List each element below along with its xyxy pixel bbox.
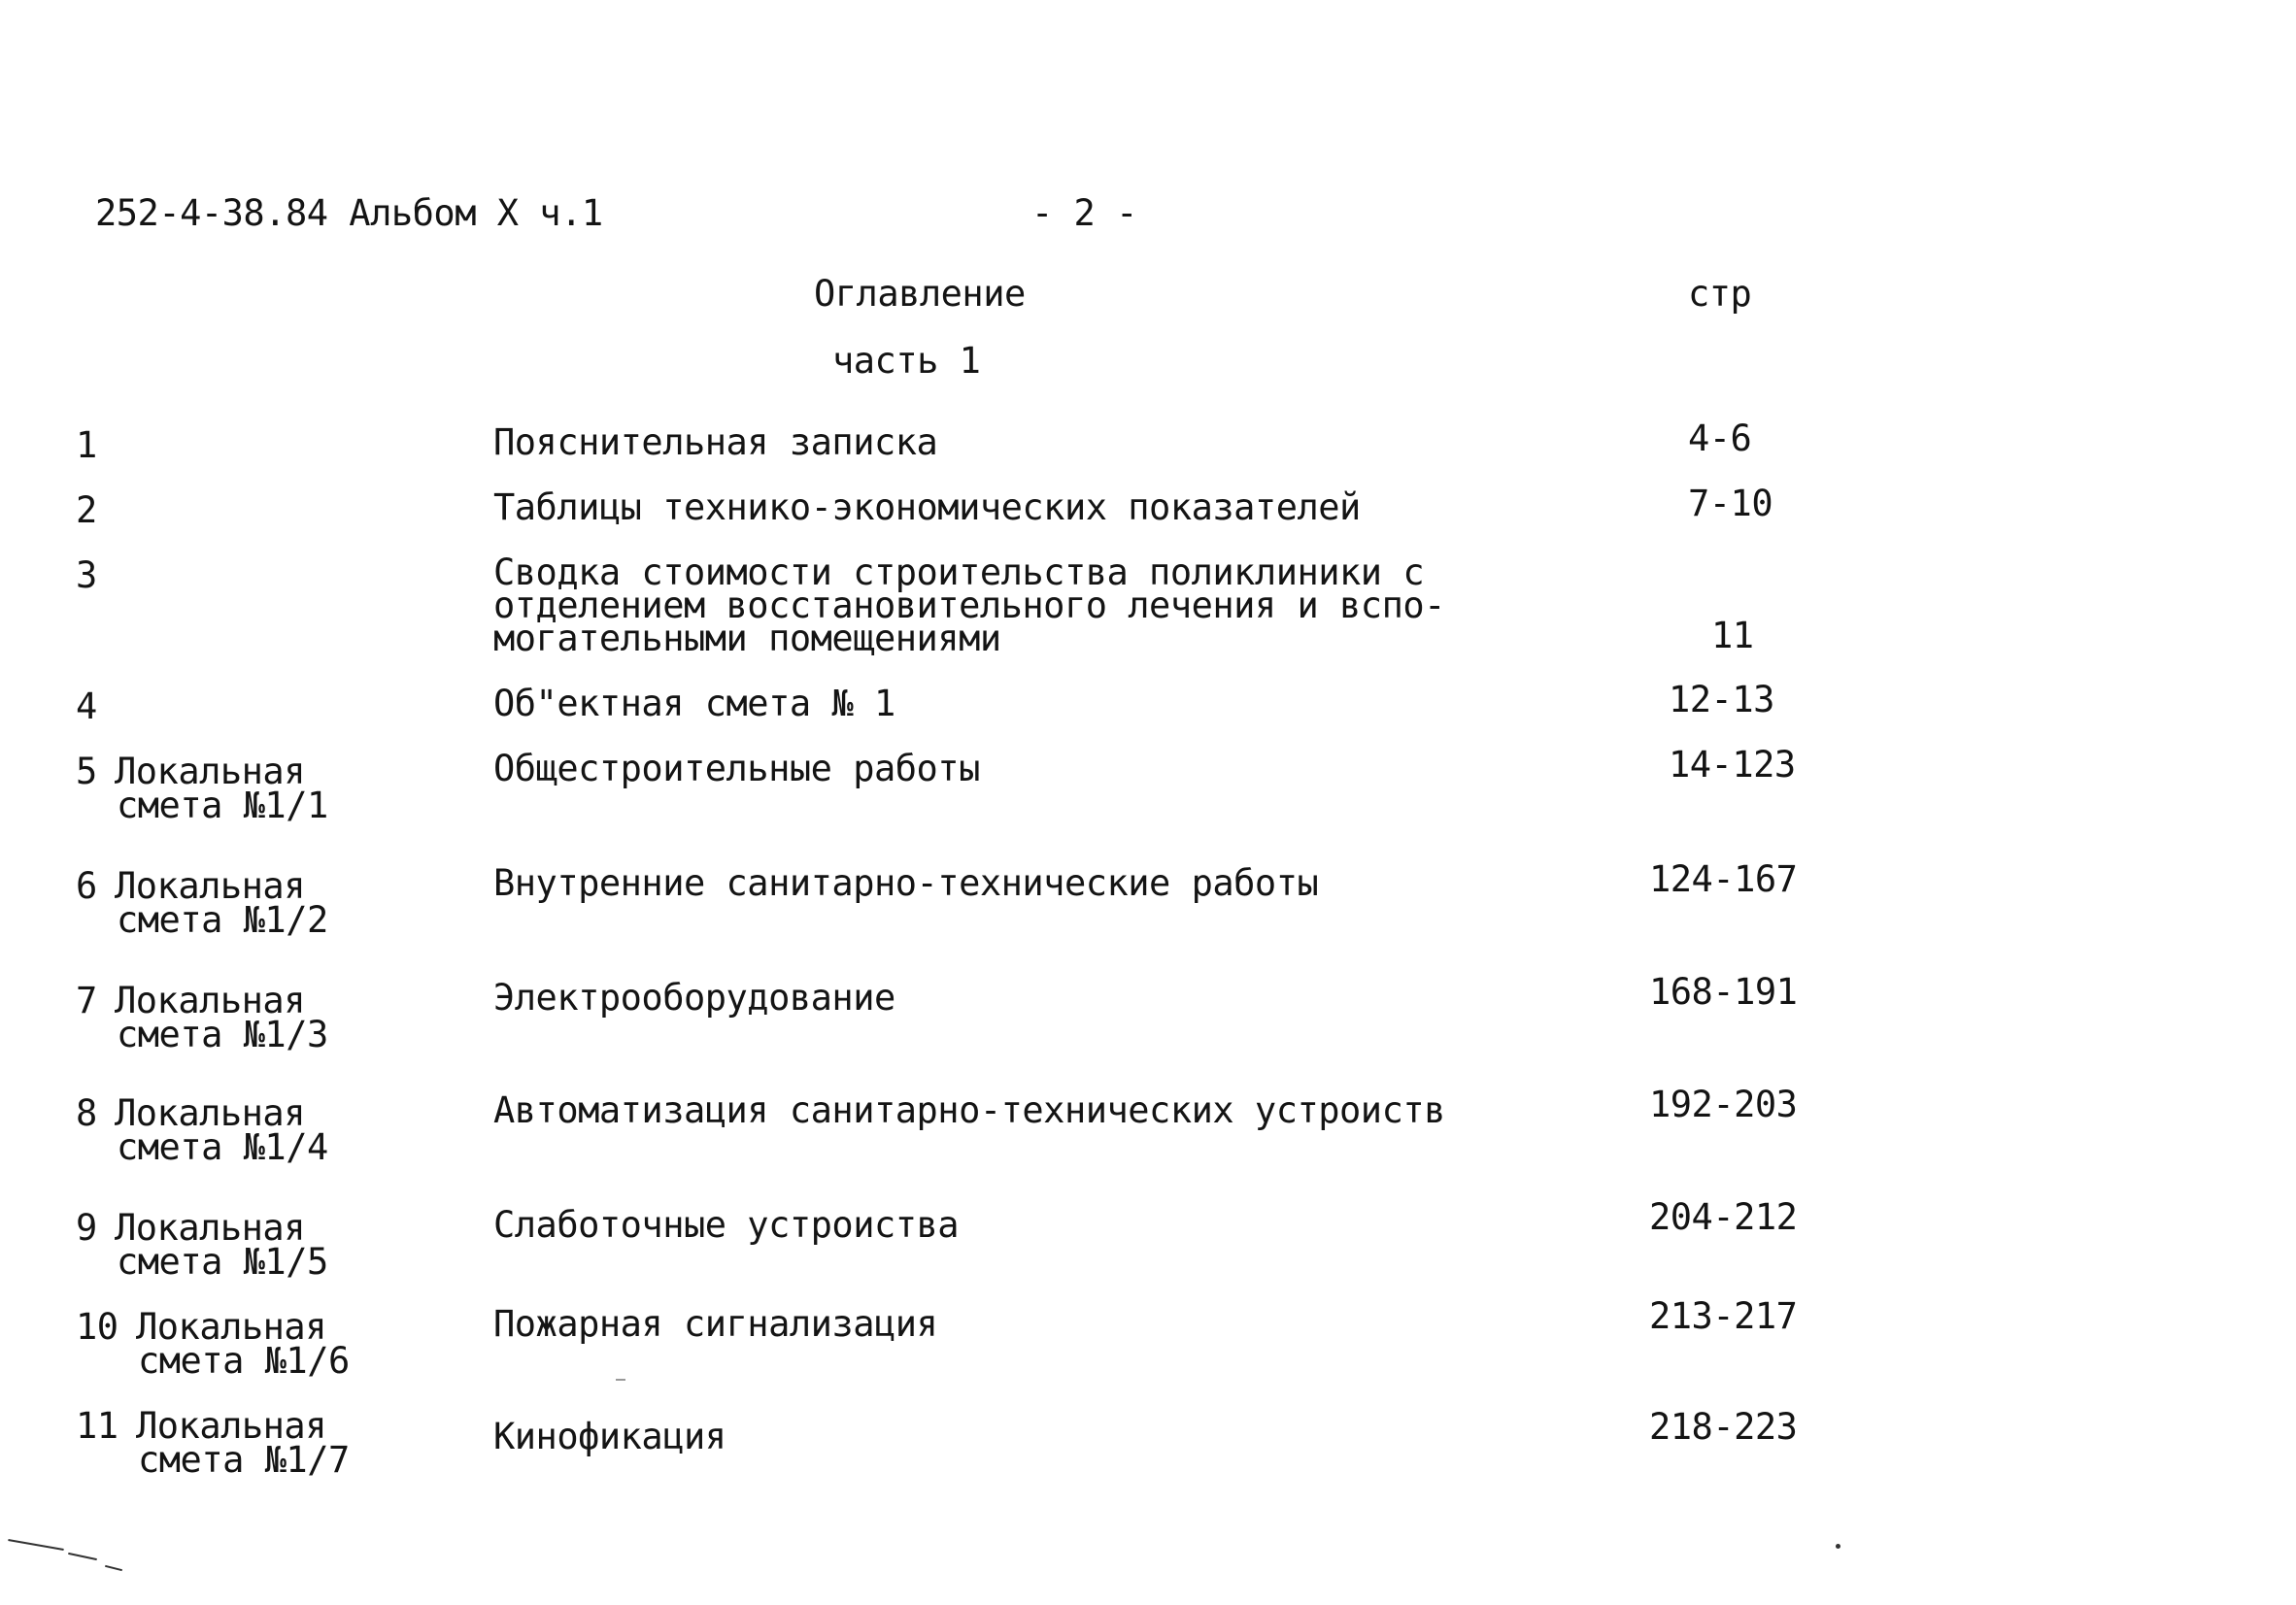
entry-kind: Локальная — [115, 1092, 305, 1134]
entry-kind: Локальная — [115, 1207, 305, 1249]
entry-number: 10 — [76, 1306, 118, 1348]
entry-kind: Локальная — [115, 751, 305, 792]
entry-pages: 204-212 — [1649, 1196, 1798, 1238]
entry-pages: 4-6 — [1688, 418, 1752, 459]
entry-title: Электрооборудование — [493, 977, 895, 1019]
entry-title: Пояснительная записка — [493, 421, 938, 463]
entry-kind-line-2: смета №1/7 — [138, 1439, 350, 1481]
entry-kind: Локальная — [136, 1306, 326, 1348]
entry-pages: 168-191 — [1649, 971, 1798, 1013]
entry-pages: 218-223 — [1649, 1406, 1798, 1448]
scan-artifact-dot — [616, 1379, 625, 1381]
entry-pages: 192-203 — [1649, 1084, 1798, 1125]
entry-title: Кинофикация — [493, 1416, 726, 1457]
entry-number: 9 — [76, 1207, 97, 1249]
entry-title: Пожарная сигнализация — [493, 1303, 938, 1345]
document-code: 252-4-38.84 Альбом X ч.1 — [95, 192, 603, 234]
entry-title-line-3: могательными помещениями — [493, 618, 1001, 659]
part-label: часть 1 — [832, 340, 981, 382]
entry-title-line-2: отделением восстановительного лечения и вспо- — [493, 585, 1445, 626]
entry-title-line-1: Сводка стоимости строительства поликлиники с — [493, 552, 1425, 593]
entry-title: Слаботочные устроиства — [493, 1204, 960, 1246]
entry-number: 3 — [76, 554, 97, 596]
entry-number: 2 — [76, 489, 97, 531]
toc-title: Оглавление — [814, 273, 1026, 315]
entry-kind-line-2: смета №1/3 — [117, 1014, 328, 1055]
page-number: - 2 - — [1031, 192, 1137, 234]
scan-artifact-stroke — [8, 1539, 63, 1551]
page-column-label: стр — [1688, 273, 1752, 315]
entry-kind-line-2: смета №1/1 — [117, 785, 328, 826]
scan-artifact-stroke — [105, 1565, 122, 1571]
entry-kind: Локальная — [136, 1405, 326, 1447]
entry-number: 4 — [76, 685, 97, 727]
entry-pages: 12-13 — [1669, 679, 1774, 720]
entry-kind-line-2: смета №1/6 — [138, 1340, 350, 1382]
entry-kind-line-2: смета №1/4 — [117, 1126, 328, 1168]
entry-number: 6 — [76, 865, 97, 907]
entry-pages: 14-123 — [1669, 744, 1796, 786]
scan-artifact-stroke — [68, 1553, 97, 1560]
entry-pages: 7-10 — [1688, 483, 1773, 524]
entry-number: 7 — [76, 980, 97, 1021]
entry-number: 5 — [76, 751, 97, 792]
entry-kind: Локальная — [115, 865, 305, 907]
entry-kind-line-2: смета №1/5 — [117, 1241, 328, 1283]
entry-pages: 124-167 — [1649, 858, 1798, 900]
entry-number: 11 — [76, 1405, 118, 1447]
entry-title: Таблицы технико-экономических показателей — [493, 486, 1361, 528]
entry-pages: 213-217 — [1649, 1295, 1798, 1337]
entry-kind-line-2: смета №1/2 — [117, 899, 328, 941]
entry-title: Внутренние санитарно-технические работы — [493, 862, 1319, 904]
entry-pages: 11 — [1711, 615, 1754, 656]
entry-title: Об"ектная смета № 1 — [493, 683, 895, 724]
entry-number: 8 — [76, 1092, 97, 1134]
entry-kind: Локальная — [115, 980, 305, 1021]
entry-number: 1 — [76, 424, 97, 466]
entry-title: Общестроительные работы — [493, 748, 980, 789]
entry-title: Автоматизация санитарно-технических устроиств — [493, 1089, 1445, 1131]
scan-artifact-dot — [1836, 1544, 1840, 1549]
